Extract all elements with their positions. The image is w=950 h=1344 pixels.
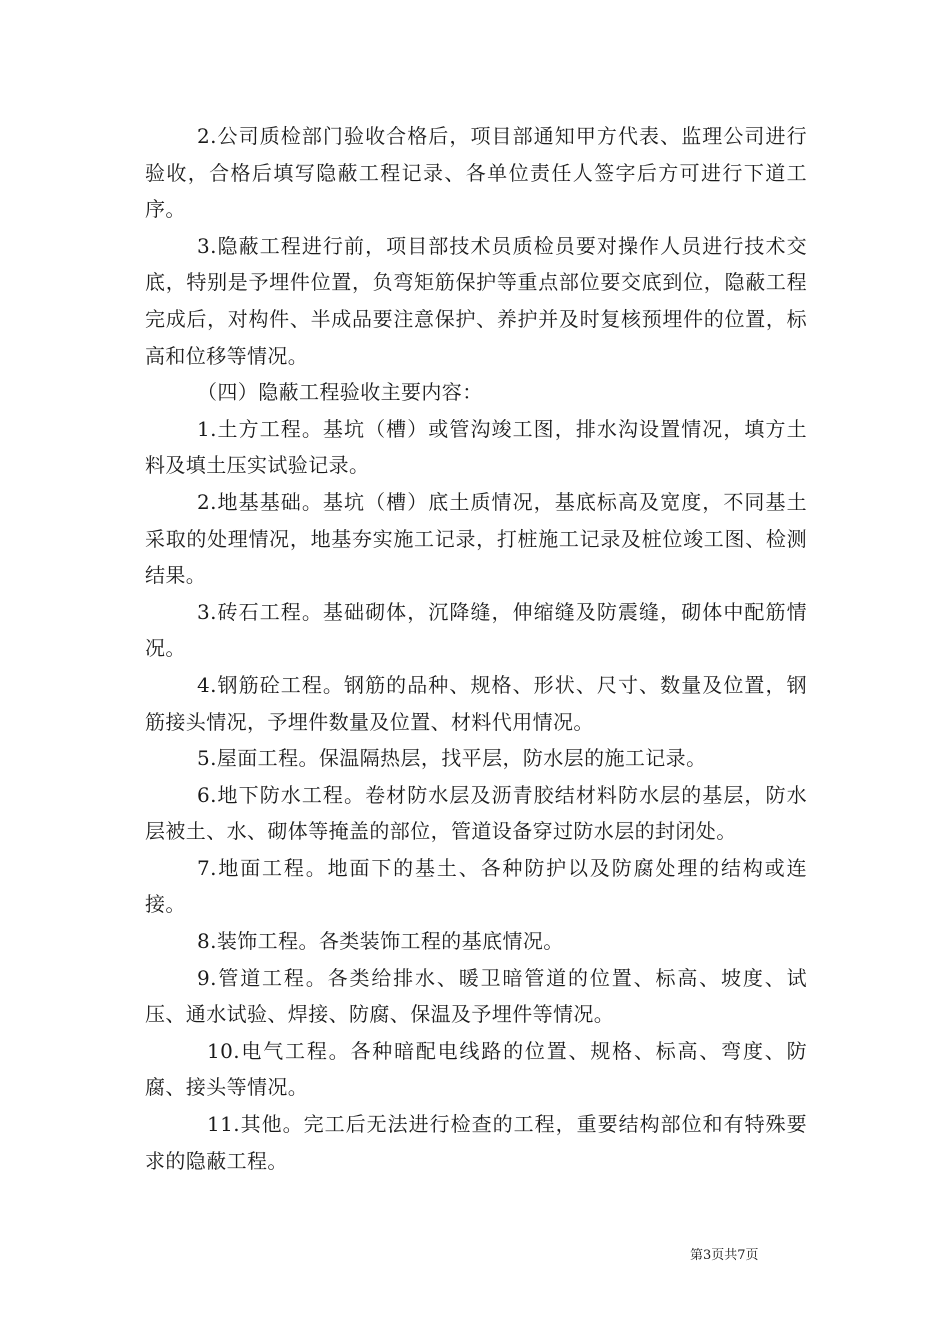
document-body [145,118,807,1179]
paragraph-underground-waterproofing: 6.地下防水工程。卷材防水层及沥青胶结材料防水层的基层，防水层被土、水、砌体等掩盖的部位，管道设备穿过防水层的封闭处。 [145,782,807,844]
paragraph-acceptance-step-3: 3.隐蔽工程进行前，项目部技术员质检员要对操作人员进行技术交底，特别是予埋件位置，负弯矩筋保护等重点部位要交底到位，隐蔽工程完成后，对构件、半成品要注意保护、养护并及时复核预埋件的位置，标高和位移等情况。 [145,233,807,368]
paragraph-electrical: 10.电气工程。各种暗配电线路的位置、规格、标高、弯度、防腐、接头等情况。 [145,1038,807,1100]
paragraph-piping: 9.管道工程。各类给排水、暖卫暗管道的位置、标高、坡度、试压、通水试验、焊接、防腐、保温及予埋件等情况。 [145,965,807,1027]
page-number-footer: 第3页共7页 [690,1248,759,1263]
paragraph-foundation: 2.地基基础。基坑（槽）底土质情况，基底标高及宽度，不同基土采取的处理情况，地基夯实施工记录，打桩施工记录及桩位竣工图、检测结果。 [145,489,807,588]
section-heading-four: （四）隐蔽工程验收主要内容： [197,380,483,405]
paragraph-masonry: 3.砖石工程。基础砌体，沉降缝，伸缩缝及防震缝，砌体中配筋情况。 [145,599,807,661]
paragraph-ground-floor: 7.地面工程。地面下的基土、各种防护以及防腐处理的结构或连接。 [145,855,807,917]
paragraph-acceptance-step-2: 2.公司质检部门验收合格后，项目部通知甲方代表、监理公司进行验收，合格后填写隐蔽工程记录、各单位责任人签字后方可进行下道工序。 [145,124,807,222]
paragraph-decoration: 8.装饰工程。各类装饰工程的基底情况。 [197,929,564,954]
paragraph-other: 11.其他。完工后无法进行检查的工程，重要结构部位和有特殊要求的隐蔽工程。 [145,1112,807,1173]
paragraph-earthwork: 1.土方工程。基坑（槽）或管沟竣工图，排水沟设置情况，填方土料及填土压实试验记录。 [145,416,807,478]
paragraph-roofing: 5.屋面工程。保温隔热层，找平层，防水层的施工记录。 [197,746,707,771]
paragraph-reinforced-concrete: 4.钢筋砼工程。钢筋的品种、规格、形状、尺寸、数量及位置，钢筋接头情况，予埋件数量及位置、材料代用情况。 [145,672,807,734]
